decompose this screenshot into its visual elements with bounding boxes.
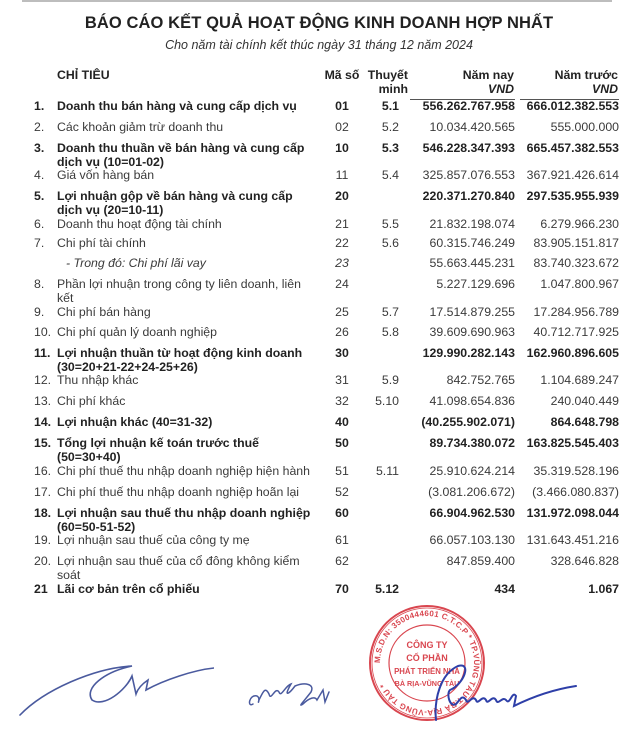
row-previous-year: 240.040.449 xyxy=(550,394,619,408)
header-nam-nay-label: Năm nay xyxy=(462,68,514,82)
row-note: 5.8 xyxy=(381,325,399,339)
row-code: 52 xyxy=(335,485,349,499)
row-number: 14. xyxy=(34,415,52,429)
row-note: 5.1 xyxy=(381,99,399,113)
row-number: 17. xyxy=(34,485,52,499)
row-code: 02 xyxy=(335,120,349,134)
row-number: 8. xyxy=(34,277,45,291)
row-current-year: 129.990.282.143 xyxy=(422,346,515,360)
report-subtitle: Cho năm tài chính kết thúc ngày 31 tháng 12 năm 2024 xyxy=(165,38,473,52)
header-thuyet-minh-line2: minh xyxy=(378,82,408,96)
row-previous-year: 297.535.955.939 xyxy=(526,189,619,203)
row-note: 5.7 xyxy=(381,305,399,319)
row-note: 5.9 xyxy=(381,373,399,387)
row-current-year: 546.228.347.393 xyxy=(422,141,515,155)
row-previous-year: 35.319.528.196 xyxy=(533,464,619,478)
row-code: 70 xyxy=(335,582,349,596)
row-number: 21 xyxy=(34,582,48,596)
row-code: 11 xyxy=(335,168,349,182)
row-current-year: 25.910.624.214 xyxy=(429,464,515,478)
header-nam-truoc-unit: VND xyxy=(592,82,618,96)
row-label: Tổng lợi nhuận kế toán trước thuế (50=30+40) xyxy=(57,436,259,464)
row-previous-year: 83.740.323.672 xyxy=(533,256,619,270)
row-previous-year: 665.457.382.553 xyxy=(526,141,619,155)
row-number: 2. xyxy=(34,120,45,134)
stamp-line4: BÀ RỊA-VŨNG TÀU xyxy=(394,679,460,688)
row-label: Chi phí bán hàng xyxy=(57,305,151,319)
row-current-year: 10.034.420.565 xyxy=(429,120,515,134)
row-number: 19. xyxy=(34,533,52,547)
row-current-year: 220.371.270.840 xyxy=(422,189,515,203)
row-note: 5.5 xyxy=(381,217,399,231)
header-nam-nay-unit: VND xyxy=(488,82,514,96)
row-previous-year: 6.279.966.230 xyxy=(540,217,619,231)
row-number: 10. xyxy=(34,325,52,339)
row-previous-year: 1.047.800.967 xyxy=(540,277,619,291)
row-note: 5.6 xyxy=(381,236,399,250)
row-code: 26 xyxy=(335,325,349,339)
row-code: 24 xyxy=(335,277,349,291)
row-previous-year: 864.648.798 xyxy=(550,415,619,429)
row-label: Chi phí quản lý doanh nghiệp xyxy=(57,325,217,339)
row-note: 5.11 xyxy=(375,464,399,478)
row-label: Lợi nhuận khác (40=31-32) xyxy=(57,415,213,429)
row-label: Chi phí thuế thu nhập doanh nghiệp hoãn lại xyxy=(57,485,300,499)
row-code: 21 xyxy=(335,217,349,231)
row-current-year: 556.262.767.958 xyxy=(422,99,515,113)
row-current-year: 66.904.962.530 xyxy=(429,506,515,520)
row-note: 5.12 xyxy=(375,582,399,596)
stamp-line3: PHÁT TRIỂN NHÀ xyxy=(394,667,460,676)
row-current-year: 842.752.765 xyxy=(446,373,515,387)
row-label: - Trong đó: Chi phí lãi vay xyxy=(66,256,206,270)
row-number: 3. xyxy=(34,141,45,155)
row-label: Doanh thu bán hàng và cung cấp dịch vụ xyxy=(57,99,297,113)
row-number: 9. xyxy=(34,305,45,319)
header-nam-truoc xyxy=(520,68,618,96)
row-previous-year: 555.000.000 xyxy=(550,120,619,134)
row-previous-year: 40.712.717.925 xyxy=(533,325,619,339)
row-label: Lợi nhuận sau thuế của cổ đông không kiểm soát xyxy=(57,554,300,582)
row-code: 01 xyxy=(335,99,349,113)
row-code: 51 xyxy=(335,464,349,478)
row-code: 30 xyxy=(335,346,349,360)
row-code: 60 xyxy=(335,506,349,520)
row-label: Thu nhập khác xyxy=(57,373,139,387)
row-current-year: 434 xyxy=(494,582,515,596)
row-number: 4. xyxy=(34,168,45,182)
row-current-year: (3.081.206.672) xyxy=(428,485,515,499)
row-number: 6. xyxy=(34,217,45,231)
top-border-rule xyxy=(22,0,612,2)
row-note: 5.2 xyxy=(381,120,399,134)
row-current-year: 41.098.654.836 xyxy=(429,394,515,408)
row-current-year: 21.832.198.074 xyxy=(429,217,515,231)
row-number: 1. xyxy=(34,99,45,113)
row-code: 31 xyxy=(335,373,349,387)
row-code: 10 xyxy=(335,141,349,155)
stamp-line2: CỔ PHẦN xyxy=(406,653,448,663)
row-label: Phần lợi nhuận trong công ty liên doanh, liên kết xyxy=(57,277,301,305)
row-current-year: (40.255.902.071) xyxy=(421,415,515,429)
row-previous-year: 162.960.896.605 xyxy=(526,346,619,360)
row-previous-year: (3.466.080.837) xyxy=(532,485,619,499)
header-thuyet-minh xyxy=(356,68,408,96)
row-previous-year: 131.643.451.216 xyxy=(526,533,619,547)
row-current-year: 39.609.690.963 xyxy=(429,325,515,339)
row-code: 20 xyxy=(335,189,349,203)
row-label: Lợi nhuận thuần từ hoạt động kinh doanh (30=20+21-22+24-25+26) xyxy=(57,346,303,374)
row-number: 5. xyxy=(34,189,45,203)
header-ma-so: Mã số xyxy=(324,68,360,82)
row-previous-year: 17.284.956.789 xyxy=(533,305,619,319)
row-number: 11. xyxy=(34,346,51,360)
row-label: Chi phí tài chính xyxy=(57,236,146,250)
row-note: 5.4 xyxy=(381,168,399,182)
row-number: 20. xyxy=(34,554,52,568)
row-label: Lợi nhuận gộp về bán hàng và cung cấp dịch vụ (20=10-11) xyxy=(57,189,293,217)
row-note: 5.3 xyxy=(381,141,399,155)
row-number: 18. xyxy=(34,506,52,520)
row-previous-year: 1.104.689.247 xyxy=(540,373,619,387)
row-label: Chi phí thuế thu nhập doanh nghiệp hiện hành xyxy=(57,464,310,478)
row-label: Doanh thu hoạt động tài chính xyxy=(57,217,222,231)
header-chi-tieu: CHỈ TIÊU xyxy=(57,68,110,82)
row-label: Giá vốn hàng bán xyxy=(57,168,155,182)
row-label: Lợi nhuận sau thuế của công ty mẹ xyxy=(57,533,250,547)
row-code: 40 xyxy=(335,415,349,429)
row-code: 62 xyxy=(335,554,349,568)
row-current-year: 5.227.129.696 xyxy=(436,277,515,291)
row-code: 32 xyxy=(335,394,349,408)
row-label: Chi phí khác xyxy=(57,394,126,408)
header-thuyet-minh-line1: Thuyết xyxy=(367,68,408,82)
report-title: BÁO CÁO KẾT QUẢ HOẠT ĐỘNG KINH DOANH HỢP NHẤT xyxy=(84,14,554,32)
row-current-year: 60.315.746.249 xyxy=(429,236,515,250)
row-previous-year: 367.921.426.614 xyxy=(526,168,619,182)
row-previous-year: 163.825.545.403 xyxy=(526,436,619,450)
row-code: 22 xyxy=(335,236,349,250)
stamp-ring-text: M.S.D.N: 3500444601 C.T.C.P * TP.VŨNG TÀU T.BÀ RỊA-VŨNG TÀU * xyxy=(372,608,482,718)
header-nam-nay xyxy=(410,68,514,96)
signature-chief-accountant xyxy=(245,664,355,714)
row-number: 15. xyxy=(34,436,52,450)
row-current-year: 17.514.879.255 xyxy=(429,305,515,319)
row-current-year: 66.057.103.130 xyxy=(429,533,515,547)
row-label: Lãi cơ bản trên cổ phiếu xyxy=(57,582,200,596)
row-number: 16. xyxy=(34,464,52,478)
row-label: Các khoản giảm trừ doanh thu xyxy=(57,120,224,134)
row-current-year: 89.734.380.072 xyxy=(429,436,515,450)
row-previous-year: 328.646.828 xyxy=(550,554,619,568)
row-previous-year: 131.972.098.044 xyxy=(526,506,619,520)
row-number: 12. xyxy=(34,373,52,387)
row-label: Doanh thu thuần về bán hàng và cung cấp dịch vụ (10=01-02) xyxy=(57,141,305,169)
row-code: 25 xyxy=(335,305,349,319)
signature-director xyxy=(420,660,580,726)
row-previous-year: 1.067 xyxy=(588,582,619,596)
row-previous-year: 666.012.382.553 xyxy=(526,99,619,113)
row-code: 23 xyxy=(335,256,349,270)
row-code: 50 xyxy=(335,436,349,450)
row-current-year: 847.859.400 xyxy=(446,554,515,568)
signature-preparer xyxy=(14,650,214,720)
row-code: 61 xyxy=(335,533,349,547)
row-number: 13. xyxy=(34,394,52,408)
row-label: Lợi nhuận sau thuế thu nhập doanh nghiệp (60=50-51-52) xyxy=(57,506,311,534)
row-note: 5.10 xyxy=(375,394,399,408)
stamp-line1: CÔNG TY xyxy=(406,640,448,650)
row-current-year: 55.663.445.231 xyxy=(429,256,515,270)
row-previous-year: 83.905.151.817 xyxy=(533,236,619,250)
row-number: 7. xyxy=(34,236,45,250)
header-nam-truoc-label: Năm trước xyxy=(554,68,618,82)
row-current-year: 325.857.076.553 xyxy=(422,168,515,182)
